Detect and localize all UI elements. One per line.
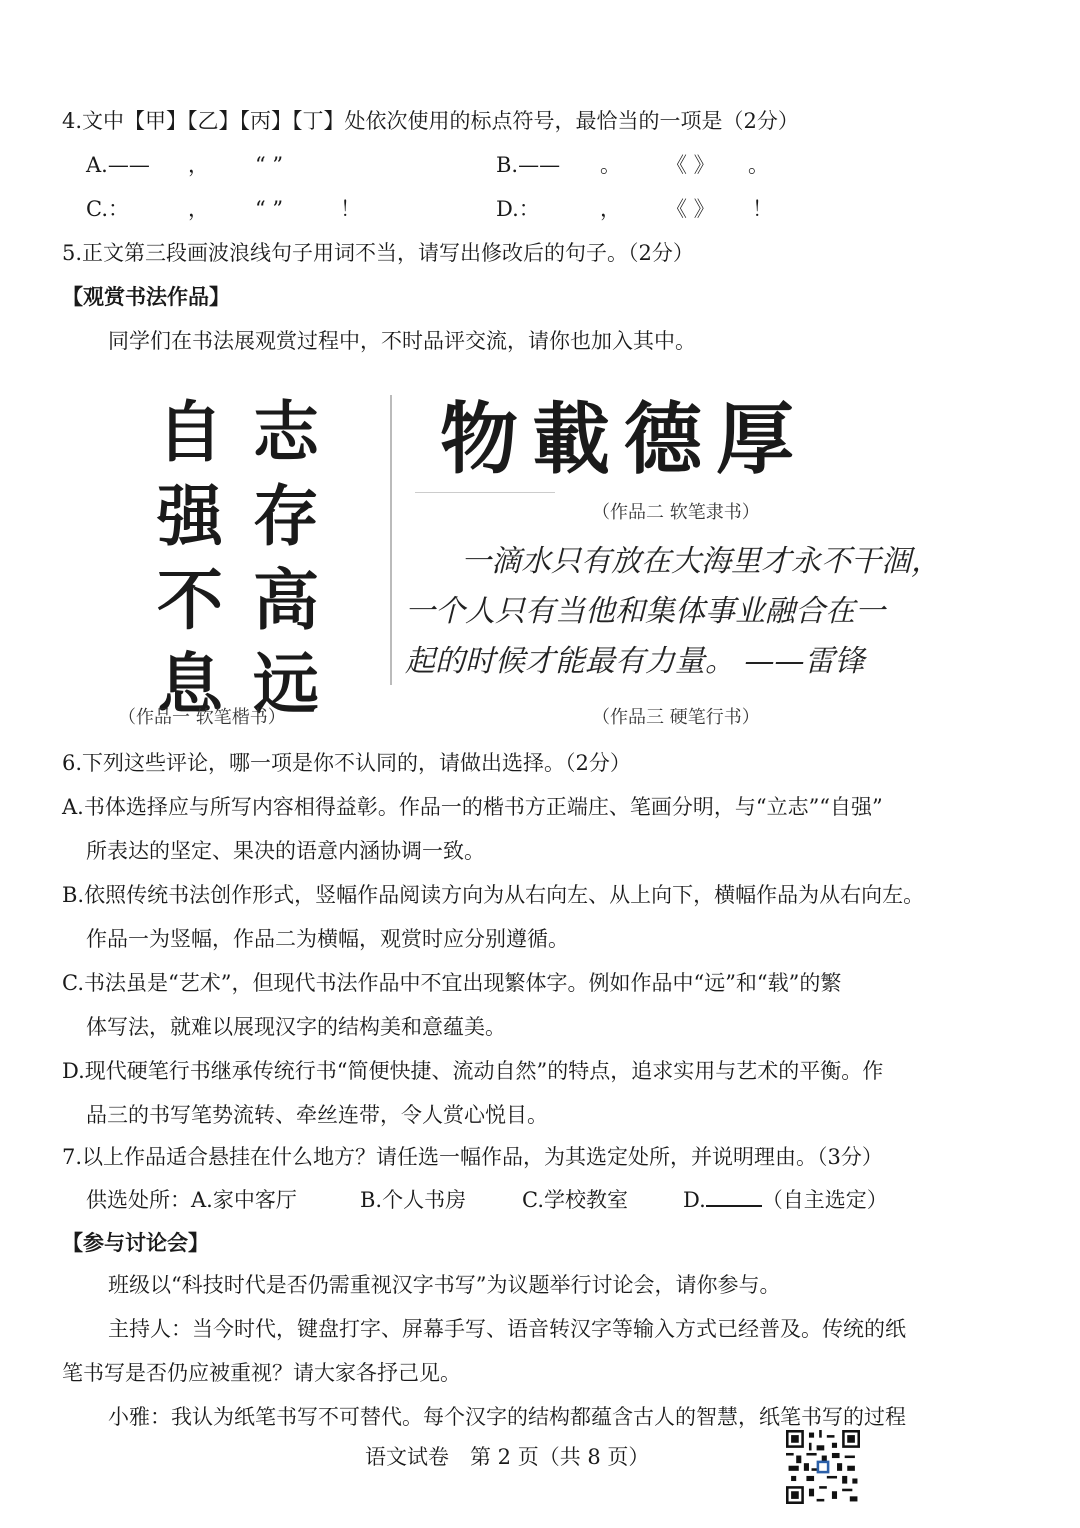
xiaoya-speech: 小雅：我认为纸笔书写不可替代。每个汉字的结构都蕴含古人的智慧，纸笔书写的过程: [108, 1405, 906, 1429]
q4-option-a-label: A.——: [86, 153, 150, 177]
q4-option-c-label: C.：: [86, 197, 129, 221]
q4-option-c-mark3: “ ”: [255, 197, 284, 221]
work1-char: 自: [157, 393, 223, 471]
q4-option-b-mark2: 。: [600, 153, 621, 177]
q4-option-d-mark2: ，: [600, 197, 621, 221]
q5-stem: 5.正文第三段画波浪线句子用词不当，请写出修改后的句子。（2分）: [62, 241, 694, 265]
q7-option-b: B.个人书房: [360, 1188, 467, 1212]
q6-option-a: A.书体选择应与所写内容相得益彰。作品一的楷书方正端庄、笔画分明，与“立志”“自强”: [62, 795, 883, 819]
q7-option-d-suffix: （自主选定）: [761, 1188, 888, 1212]
q4-option-c-mark4: ！: [340, 197, 361, 221]
q6-stem: 6.下列这些评论，哪一项是你不认同的，请做出选择。（2分）: [62, 751, 631, 775]
work3-line: 起的时候才能最有力量。 ——雷锋: [405, 644, 865, 679]
work1-char: 远: [253, 645, 319, 723]
section-heading-discussion: 【参与讨论会】: [62, 1230, 209, 1255]
work2-lishu: 物載德厚: [440, 395, 809, 485]
q7-option-d: [683, 1185, 888, 1215]
q7-answer-blank[interactable]: [706, 1187, 762, 1207]
q4-option-c-mark2: ，: [188, 197, 209, 221]
work1-char: 存: [253, 477, 319, 555]
work3-caption: （作品三 硬笔行书）: [592, 707, 760, 728]
page-footer: 语文试卷 第 2 页（共 8 页）: [365, 1445, 650, 1469]
qr-code-icon: [786, 1430, 860, 1504]
section-heading-calligraphy: 【观赏书法作品】: [62, 284, 230, 309]
work-divider: [390, 395, 392, 685]
section-intro-calligraphy: 同学们在书法展观赏过程中，不时品评交流，请你也加入其中。: [108, 329, 696, 353]
work3-line: 一滴水只有放在大海里才永不干涸，: [461, 544, 941, 579]
q4-option-d-label: D.：: [496, 197, 540, 221]
q4-option-b-mark3: 《 》: [666, 153, 715, 177]
q4-option-a-mark2: ，: [188, 153, 209, 177]
q6-option-a-cont: 所表达的坚定、果决的语意内涵协调一致。: [86, 839, 485, 863]
work3-xingshu: [405, 542, 965, 692]
work1-char: 息: [157, 645, 223, 723]
work1-caption: （作品一 软笔楷书）: [118, 707, 286, 728]
q7-stem: 7.以上作品适合悬挂在什么地方？请任选一幅作品，为其选定处所，并说明理由。（3分）: [62, 1145, 883, 1169]
q6-option-b-cont: 作品一为竖幅，作品二为横幅，观赏时应分别遵循。: [86, 927, 569, 951]
host-speech: 主持人：当今时代，键盘打字、屏幕手写、语音转汉字等输入方式已经普及。传统的纸: [108, 1317, 906, 1341]
work3-line: 一个人只有当他和集体事业融合在一: [405, 594, 885, 629]
q4-option-b-mark4: 。: [748, 153, 769, 177]
q6-option-c-cont: 体写法，就难以展现汉字的结构美和意蕴美。: [86, 1015, 506, 1039]
work2-caption: （作品二 软笔隶书）: [592, 502, 760, 523]
q6-option-b: B.依照传统书法创作形式，竖幅作品阅读方向为从右向左、从上向下，横幅作品为从右向左。: [62, 883, 925, 907]
q6-option-c: C.书法虽是“艺术”，但现代书法作品中不宜出现繁体字。例如作品中“远”和“载”的繁: [62, 971, 842, 995]
work1-char: 强: [157, 477, 223, 555]
q7-option-d-label: D.: [683, 1188, 706, 1212]
q6-option-d-cont: 品三的书写笔势流转、牵丝连带，令人赏心悦目。: [86, 1103, 548, 1127]
section-intro-discussion: 班级以“科技时代是否仍需重视汉字书写”为议题举行讨论会，请你参与。: [108, 1273, 781, 1297]
q7-option-c: C.学校教室: [522, 1188, 628, 1212]
q7-options-a: 供选处所：A.家中客厅: [86, 1188, 297, 1212]
work1-right-column: [246, 390, 326, 726]
q6-option-d: D.现代硬笔行书继承传统行书“简便快捷、流动自然”的特点，追求实用与艺术的平衡。作: [62, 1059, 884, 1083]
work1-char: 高: [253, 561, 319, 639]
q4-option-d-mark4: ！: [752, 197, 773, 221]
q4-option-d-mark3: 《 》: [666, 197, 715, 221]
work2-rule: [415, 492, 555, 493]
host-speech-cont: 笔书写是否仍应被重视？请大家各抒己见。: [62, 1361, 461, 1385]
q4-option-a-mark3: “ ”: [255, 153, 284, 177]
work1-left-column: [150, 390, 230, 726]
q4-stem: 4.文中【甲】【乙】【丙】【丁】处依次使用的标点符号，最恰当的一项是（2分）: [62, 109, 799, 133]
work1-char: 志: [253, 393, 319, 471]
work1-char: 不: [157, 561, 223, 639]
q4-option-b-label: B.——: [496, 153, 561, 177]
